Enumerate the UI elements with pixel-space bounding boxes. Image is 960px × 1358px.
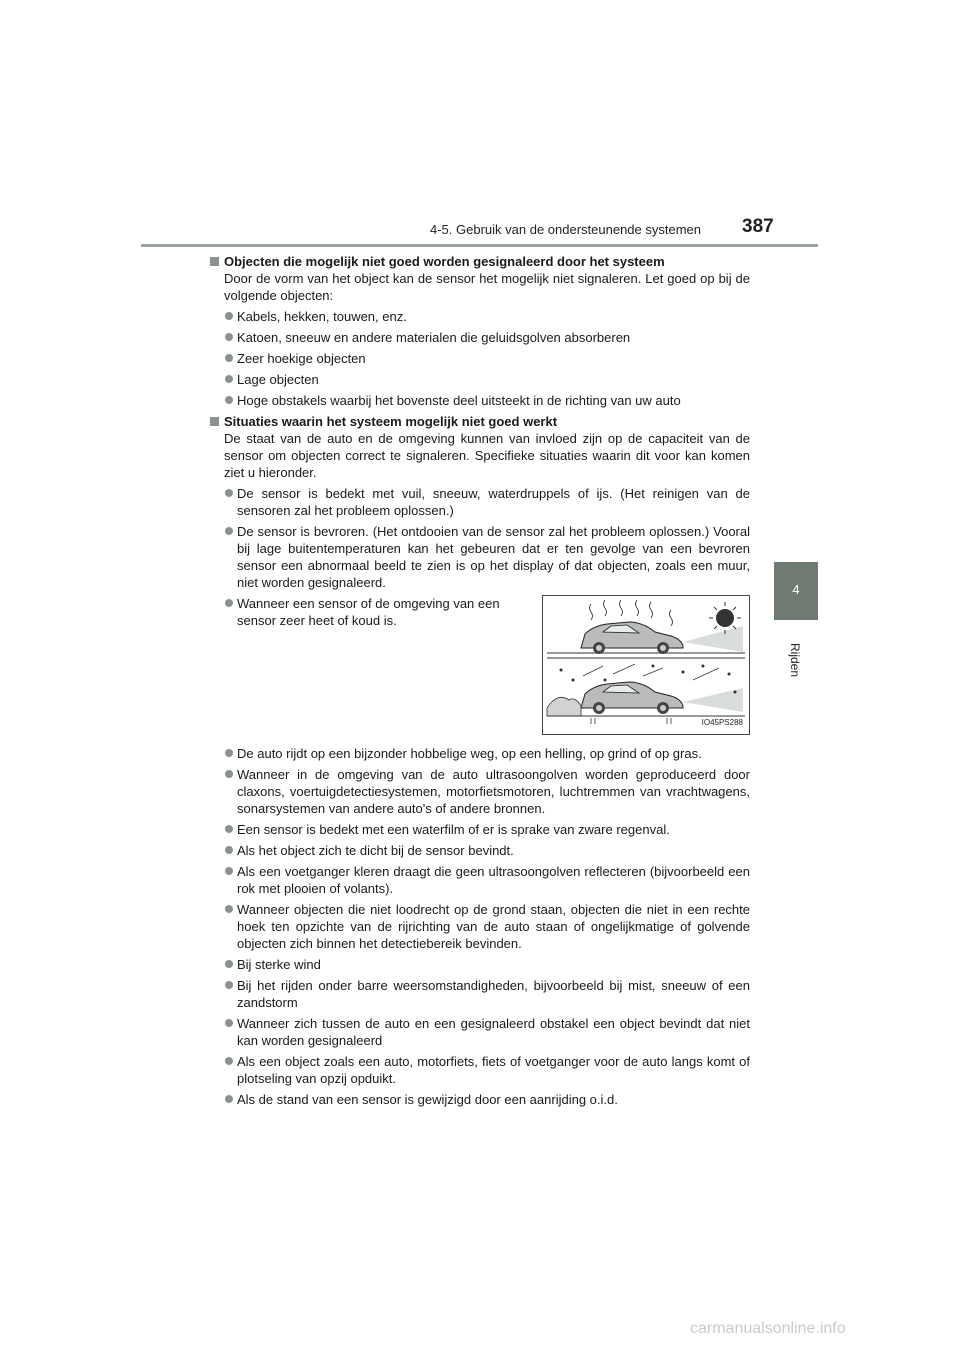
- list-item: Als het object zich te dicht bij de sensor bevindt.: [210, 842, 750, 859]
- square-bullet-icon: [210, 417, 219, 426]
- illustration-hot-cold-sensor: [542, 595, 750, 735]
- list-item: Bij sterke wind: [210, 956, 750, 973]
- watermark[interactable]: carmanualsonline.info: [690, 1320, 846, 1337]
- list-item: Zeer hoekige objecten: [210, 350, 750, 367]
- list-item: De sensor is bevroren. (Het ontdooien van de sensor zal het probleem oplossen.) Vooral bij lage buitentemperaturen kan het gebeuren dat er ten gevolge van een bevroren sensor een abnormaal beeld te zien is op het display of dat objecten, zoals een muur, niet worden gesignaleerd.: [210, 523, 750, 591]
- list-item: Als een object zoals een auto, motorfiets, fiets of voetganger voor de auto langs komt of plotseling van opzij opduikt.: [210, 1053, 750, 1087]
- dot-bullet-icon: [225, 527, 233, 535]
- dot-bullet-icon: [225, 1095, 233, 1103]
- dot-bullet-icon: [225, 489, 233, 497]
- list-item: Bij het rijden onder barre weersomstandigheden, bijvoorbeeld bij mist, sneeuw of een zandstorm: [210, 977, 750, 1011]
- chapter-number: 4: [792, 582, 800, 597]
- header-section-title: 4-5. Gebruik van de ondersteunende systemen: [430, 222, 702, 237]
- list-item: De sensor is bedekt met vuil, sneeuw, waterdruppels of ijs. (Het reinigen van de sensoren zal het probleem oplossen.): [210, 485, 750, 519]
- chapter-label: [787, 630, 803, 690]
- bullet-list-objects: [210, 308, 750, 409]
- section-intro: De staat van de auto en de omgeving kunnen van invloed zijn op de capaciteit van de sensor om objecten correct te signaleren. Specifieke situaties waarin dit voor kan komen ziet u hieronder.: [224, 431, 750, 480]
- page-number: 387: [742, 216, 774, 237]
- section-intro: Door de vorm van het object kan de sensor het mogelijk niet signaleren. Let goed op bij de volgende objecten:: [224, 271, 750, 303]
- dot-bullet-icon: [225, 375, 233, 383]
- chapter-tab[interactable]: [774, 562, 818, 620]
- dot-bullet-icon: [225, 333, 233, 341]
- section-heading-text: Objecten die mogelijk niet goed worden gesignaleerd door het systeem: [224, 254, 665, 269]
- section-heading-text: Situaties waarin het systeem mogelijk niet goed werkt: [224, 414, 558, 429]
- section-heading-undetected-objects: [210, 253, 750, 270]
- dot-bullet-icon: [225, 846, 233, 854]
- dot-bullet-icon: [225, 905, 233, 913]
- list-item: Katoen, sneeuw en andere materialen die geluidsgolven absorberen: [210, 329, 750, 346]
- list-item: Wanneer objecten die niet loodrecht op de grond staan, objecten die niet in een rechte hoek ten opzichte van de rijrichting van de auto staan of ongelijkmatige of golvende objecten zich binnen het detectiebereik bevinden.: [210, 901, 750, 952]
- list-item: Een sensor is bedekt met een waterfilm of er is sprake van zware regenval.: [210, 821, 750, 838]
- page-content: [210, 253, 750, 1112]
- list-item: Wanneer zich tussen de auto en een gesignaleerd obstakel een object bevindt dat niet kan worden gesignaleerd: [210, 1015, 750, 1049]
- dot-bullet-icon: [225, 1019, 233, 1027]
- list-item: Als de stand van een sensor is gewijzigd door een aanrijding o.i.d.: [210, 1091, 750, 1108]
- dot-bullet-icon: [225, 354, 233, 362]
- list-item: De auto rijdt op een bijzonder hobbelige weg, op een helling, op grind of op gras.: [210, 745, 750, 762]
- bullet-list-situations: [210, 485, 750, 1108]
- list-item: Kabels, hekken, touwen, enz.: [210, 308, 750, 325]
- dot-bullet-icon: [225, 825, 233, 833]
- list-item: Als een voetganger kleren draagt die geen ultrasoongolven reflecteren (bijvoorbeeld een rok met plooien of volants).: [210, 863, 750, 897]
- chapter-label-text: Rijden: [788, 642, 802, 678]
- list-item: Hoge obstakels waarbij het bovenste deel uitsteekt in de richting van uw auto: [210, 392, 750, 409]
- list-item-with-figure: Wanneer een sensor of de omgeving van een sensor zeer heet of koud is. IO45PS288: [210, 595, 750, 741]
- dot-bullet-icon: [225, 867, 233, 875]
- dot-bullet-icon: [225, 749, 233, 757]
- dot-bullet-icon: [225, 960, 233, 968]
- dot-bullet-icon: [225, 1057, 233, 1065]
- dot-bullet-icon: [225, 770, 233, 778]
- figure-code: IO45PS288: [701, 718, 743, 727]
- header-divider: [141, 244, 818, 247]
- list-item: Lage objecten: [210, 371, 750, 388]
- list-item: Wanneer in de omgeving van de auto ultrasoongolven worden geproduceerd door claxons, voertuigdetectiesystemen, motorfietsmotoren, luchtremmen van vrachtwagens, sonarsystemen van andere auto's of andere bronnen.: [210, 766, 750, 817]
- dot-bullet-icon: [225, 599, 233, 607]
- square-bullet-icon: [210, 257, 219, 266]
- dot-bullet-icon: [225, 981, 233, 989]
- dot-bullet-icon: [225, 396, 233, 404]
- dot-bullet-icon: [225, 312, 233, 320]
- section-heading-situations: [210, 413, 750, 430]
